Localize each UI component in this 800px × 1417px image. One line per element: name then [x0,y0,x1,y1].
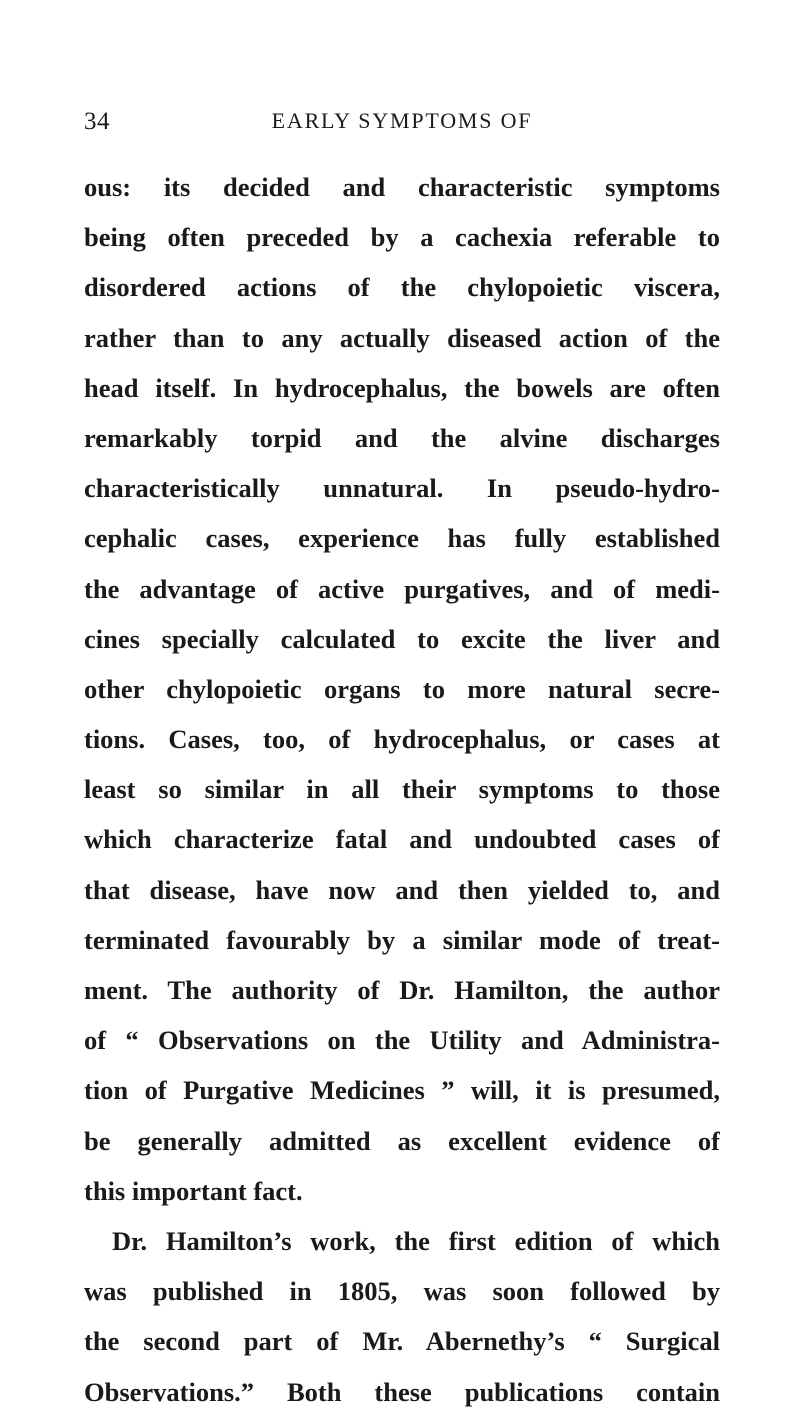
text-line: be generally admitted as excellent evidence of [84,1125,720,1156]
paragraph-end-line: this important fact. [84,1175,303,1206]
text-line: ous: its decided and characteristic symptoms [84,172,720,202]
text-line: cephalic cases, experience has fully established [84,523,720,554]
text-line: other chylopoietic organs to more natural secre- [84,673,720,704]
running-head [84,108,720,148]
text-line: the second part of Mr. Abernethy’s “ Surgical [84,1326,720,1357]
running-title: EARLY SYMPTOMS OF [271,108,533,133]
text-line: rather than to any actually diseased action of the [84,322,720,353]
text-line: head itself. In hydrocephalus, the bowels are often [84,372,720,403]
body-text [84,162,720,1417]
page-number: 34 [84,108,110,135]
text-line: tion of Purgative Medicines ” will, it is presumed, [84,1075,720,1106]
text-line: terminated favourably by a similar mode of treat- [84,924,720,955]
paragraph-start-line: Dr. Hamilton’s work, the first edition of which [112,1225,720,1256]
text-line: being often preceded by a cachexia referable to [84,222,720,253]
text-line: the advantage of active purgatives, and of medi- [84,573,720,604]
text-line: disordered actions of the chylopoietic viscera, [84,272,720,303]
text-line: characteristically unnatural. In pseudo-hydro- [84,473,720,504]
text-line: was published in 1805, was soon followed by [84,1276,720,1307]
text-line: cines specially calculated to excite the liver and [84,623,720,654]
text-line: tions. Cases, too, of hydrocephalus, or cases at [84,724,720,755]
text-line: which characterize fatal and undoubted cases of [84,824,720,855]
text-line: ment. The authority of Dr. Hamilton, the author [84,975,720,1005]
text-line: that disease, have now and then yielded to, and [84,874,720,905]
text-line: Observations.” Both these publications contain [84,1376,720,1407]
text-line: least so similar in all their symptoms to those [84,774,720,805]
text-line: remarkably torpid and the alvine discharges [84,422,720,453]
text-line: of “ Observations on the Utility and Administra- [84,1025,720,1056]
